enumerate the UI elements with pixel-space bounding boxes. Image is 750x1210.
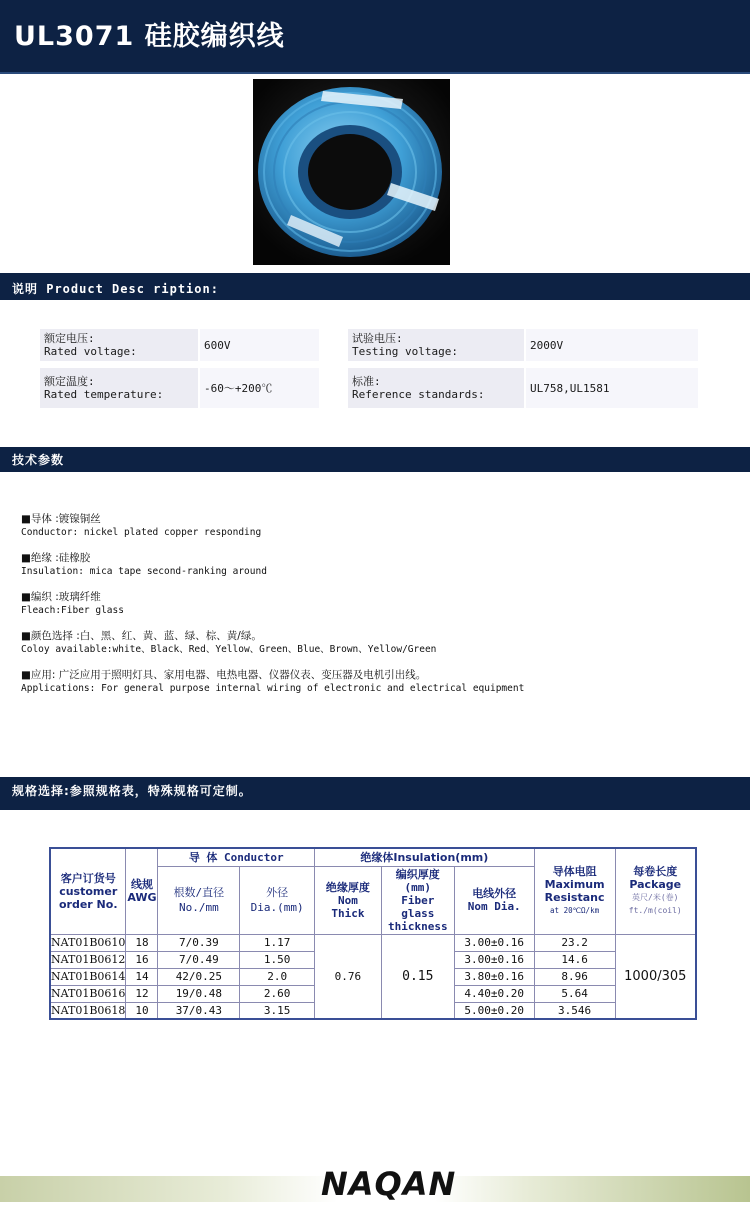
page-title: UL3071 硅胶编织线 [14, 21, 285, 52]
rated-temperature-value: -60～+200℃ [200, 368, 319, 408]
wire-coil-image [253, 79, 450, 265]
cell-strands: 7/0.49 [158, 951, 240, 968]
cell-diameter: 3.15 [240, 1002, 315, 1019]
cell-resistance: 14.6 [534, 951, 615, 968]
section-description-title: 说明 Product Desc ription: [12, 282, 219, 296]
cell-braid-thickness: 0.15 [381, 934, 454, 1019]
section-tech-params-header [0, 447, 750, 472]
cell-awg: 12 [126, 985, 158, 1002]
cell-diameter: 1.17 [240, 934, 315, 951]
cell-package: 1000/305 [615, 934, 696, 1019]
spec-application-en: Applications: For general purpose internal wiring of electronic and electrical equipment [21, 683, 525, 694]
product-photo [253, 79, 450, 265]
col-header-resistance-label: 导体电阻 Maximum Resistanc [544, 865, 605, 905]
cell-resistance: 23.2 [534, 934, 615, 951]
reference-standards-label [348, 368, 524, 408]
spec-color-cn: ■颜色选择 :白、黑、红、黄、蓝、绿、棕、黄/绿。 [21, 630, 262, 642]
testing-voltage-row [348, 329, 698, 361]
spec-insulation-en: Insulation: mica tape second-ranking around [21, 566, 267, 577]
cell-outer-diameter: 5.00±0.20 [454, 1002, 534, 1019]
cell-resistance: 5.64 [534, 985, 615, 1002]
col-header-package-note: 英尺/米(卷) ft./m(coil) [628, 893, 682, 916]
cell-outer-diameter: 4.40±0.20 [454, 985, 534, 1002]
cell-insulation-thickness: 0.76 [315, 934, 382, 1019]
rated-voltage-label-en: Rated voltage: [44, 345, 137, 358]
reference-standards-row [348, 368, 698, 408]
cell-order: NAT01B0614 [51, 970, 126, 983]
col-header-strands: 根数/直径 No./mm [158, 866, 240, 934]
reference-standards-label-cn: 标准: [352, 375, 381, 388]
rated-voltage-label [40, 329, 198, 361]
rated-temperature-label-cn: 额定温度: [44, 375, 95, 388]
spec-braid [21, 591, 124, 617]
cell-outer-diameter: 3.00±0.16 [454, 934, 534, 951]
title-bar [0, 0, 750, 74]
rated-temperature-label [40, 368, 198, 408]
table-row [50, 934, 696, 951]
spec-color-en: Coloy available:white、Black、Red、Yellow、Green、Blue、Brown、Yellow/Green [21, 644, 437, 655]
cell-diameter: 1.50 [240, 951, 315, 968]
rated-voltage-label-cn: 额定电压: [44, 332, 95, 345]
rated-voltage-value: 600V [200, 329, 319, 361]
spec-insulation [21, 552, 267, 578]
col-header-order: 客户订货号 customer order No. [50, 848, 126, 934]
cell-awg: 18 [126, 934, 158, 951]
cell-order: NAT01B0612 [51, 953, 126, 966]
testing-voltage-label [348, 329, 524, 361]
col-header-awg: 线规 AWG [126, 848, 158, 934]
cell-order: NAT01B0618 [50, 1002, 126, 1019]
reference-standards-value: UL758,UL1581 [526, 368, 698, 408]
rated-temperature-row [40, 368, 319, 408]
col-header-braid-thickness: 编织厚度 (mm) Fiber glass thickness [381, 866, 454, 934]
cell-diameter: 2.0 [240, 968, 315, 985]
section-description-header [0, 273, 750, 300]
cell-awg: 14 [126, 968, 158, 985]
spec-conductor-en: Conductor: nickel plated copper responding [21, 527, 262, 538]
spec-application [21, 669, 524, 695]
testing-voltage-label-en: Testing voltage: [352, 345, 458, 358]
cell-strands: 7/0.39 [158, 934, 240, 951]
cell-resistance: 3.546 [534, 1002, 615, 1019]
spec-conductor [21, 513, 261, 539]
col-header-package [615, 848, 696, 934]
section-spec-selection-title: 规格选择:参照规格表，特殊规格可定制。 [12, 784, 252, 798]
cell-diameter: 2.60 [240, 985, 315, 1002]
reference-standards-label-en: Reference standards: [352, 388, 485, 401]
cell-strands: 19/0.48 [158, 985, 240, 1002]
cell-outer-diameter: 3.00±0.16 [454, 951, 534, 968]
spec-braid-en: Fleach:Fiber glass [21, 605, 124, 616]
cell-strands: 42/0.25 [158, 968, 240, 985]
col-header-outer-diameter: 电线外径 Nom Dia. [454, 866, 534, 934]
col-header-conductor: 导 体 Conductor [158, 848, 315, 866]
col-header-diameter: 外径 Dia.(mm) [240, 866, 315, 934]
rated-temperature-label-en: Rated temperature: [44, 388, 164, 401]
col-header-package-label: 每卷长度 Package [629, 865, 682, 892]
cell-order: NAT01B0610 [51, 936, 126, 949]
rated-voltage-row [40, 329, 319, 361]
col-header-insulation: 绝缘体Insulation(mm) [315, 848, 535, 866]
section-tech-params-title: 技术参数 [12, 453, 65, 467]
spec-insulation-cn: ■绝缘 :硅橡胶 [21, 552, 91, 564]
spec-table [49, 847, 697, 1020]
testing-voltage-value: 2000V [526, 329, 698, 361]
cell-strands: 37/0.43 [158, 1002, 240, 1019]
cell-order: NAT01B0616 [51, 987, 126, 1000]
cell-awg: 16 [126, 951, 158, 968]
col-header-resistance [534, 848, 615, 934]
section-spec-selection-header [0, 777, 750, 810]
col-header-resistance-note: at 20℃Ω/km [550, 906, 600, 916]
testing-voltage-label-cn: 试验电压: [352, 332, 403, 345]
brand-logo: NAQAN [321, 1165, 457, 1203]
col-header-insulation-thickness: 绝缘厚度 Nom Thick [315, 866, 382, 934]
cell-outer-diameter: 3.80±0.16 [454, 968, 534, 985]
spec-conductor-cn: ■导体 :镀镍铜丝 [21, 513, 101, 525]
cell-resistance: 8.96 [534, 968, 615, 985]
spec-application-cn: ■应用: 广泛应用于照明灯具、家用电器、电热电器、仪器仪表、变压器及电机引出线。 [21, 669, 427, 681]
spec-color [21, 630, 436, 656]
cell-awg: 10 [126, 1002, 158, 1019]
spec-braid-cn: ■编织 :玻璃纤维 [21, 591, 101, 603]
